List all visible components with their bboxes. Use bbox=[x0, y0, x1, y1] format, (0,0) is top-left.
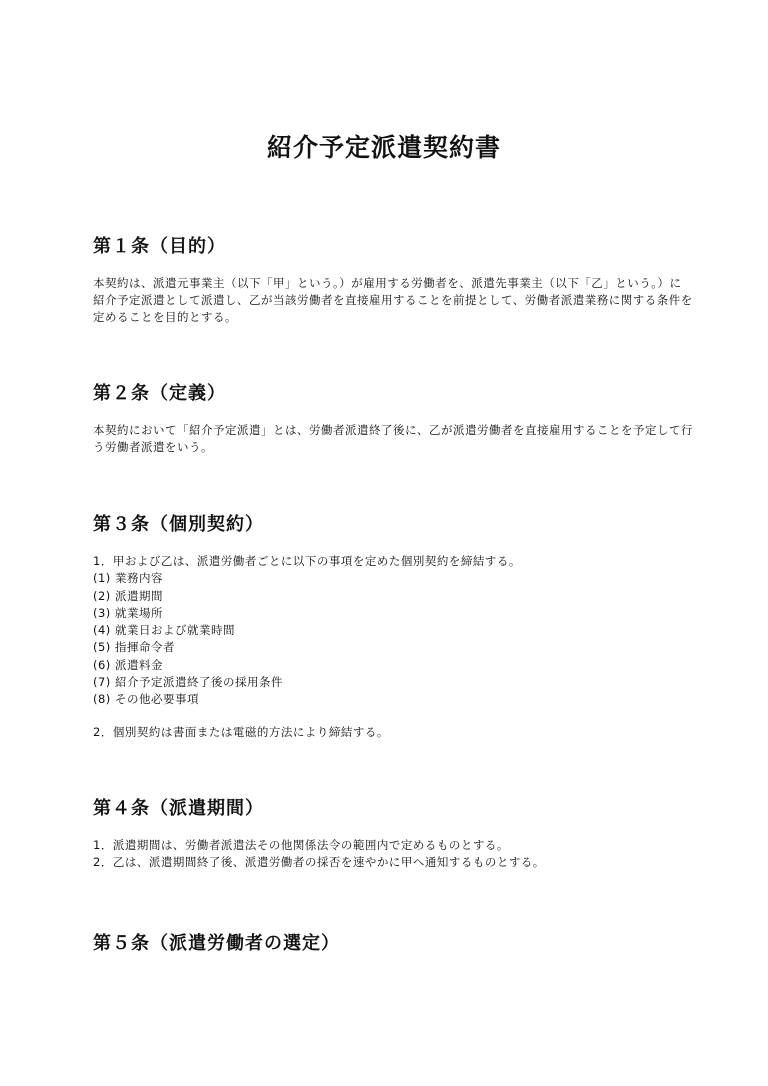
list-item: (4) 就業日および就業時間 bbox=[93, 623, 235, 638]
clause-list bbox=[93, 553, 693, 709]
clause-1: 1．甲および乙は、派遣労働者ごとに以下の事項を定めた個別契約を締結する。 bbox=[93, 554, 521, 568]
article-body: 本契約において「紹介予定派遣」とは、労働者派遣終了後に、乙が派遣労働者を直接雇用することを予定して行う労働者派遣をいう。 bbox=[93, 423, 693, 454]
clause-2: 2．乙は、派遣期間終了後、派遣労働者の採否を速やかに甲へ通知するものとする。 bbox=[93, 855, 545, 870]
list-item: (7) 紹介予定派遣終了後の採用条件 bbox=[93, 675, 283, 690]
list-item: (8) その他必要事項 bbox=[93, 692, 199, 707]
list-item: (5) 指揮命令者 bbox=[93, 640, 175, 655]
article-heading: 第１条（目的） bbox=[93, 236, 226, 257]
article-4 bbox=[93, 797, 693, 872]
article-body: 本契約は、派遣元事業主（以下「甲」という。）が雇用する労働者を、派遣先事業主（以下「乙」という。）に紹介予定派遣として派遣し、乙が当該労働者を直接雇用することを前提として、労働者派遣業務に関する条件を定めることを目的とする。 bbox=[93, 276, 693, 324]
clause-list bbox=[93, 837, 693, 872]
document-title: 紹介予定派遣契約書 bbox=[266, 133, 501, 162]
article-heading: 第５条（派遣労働者の選定） bbox=[93, 933, 340, 954]
list-item: (2) 派遣期間 bbox=[93, 588, 163, 603]
article-5 bbox=[93, 932, 693, 972]
list-item: (3) 就業場所 bbox=[93, 605, 163, 620]
article-heading: 第３条（個別契約） bbox=[93, 514, 264, 535]
clause-1: 1．派遣期間は、労働者派遣法その他関係法令の範囲内で定めるものとする。 bbox=[93, 838, 509, 852]
spacer bbox=[93, 709, 693, 724]
clause-2: 2．個別契約は書面または電磁的方法により締結する。 bbox=[93, 724, 389, 739]
list-item: (6) 派遣料金 bbox=[93, 657, 163, 672]
article-2 bbox=[93, 382, 693, 456]
article-heading: 第２条（定義） bbox=[93, 383, 226, 404]
list-item: (1) 業務内容 bbox=[93, 571, 163, 586]
article-heading: 第４条（派遣期間） bbox=[93, 798, 264, 819]
article-3 bbox=[93, 513, 693, 741]
article-1 bbox=[93, 235, 693, 326]
